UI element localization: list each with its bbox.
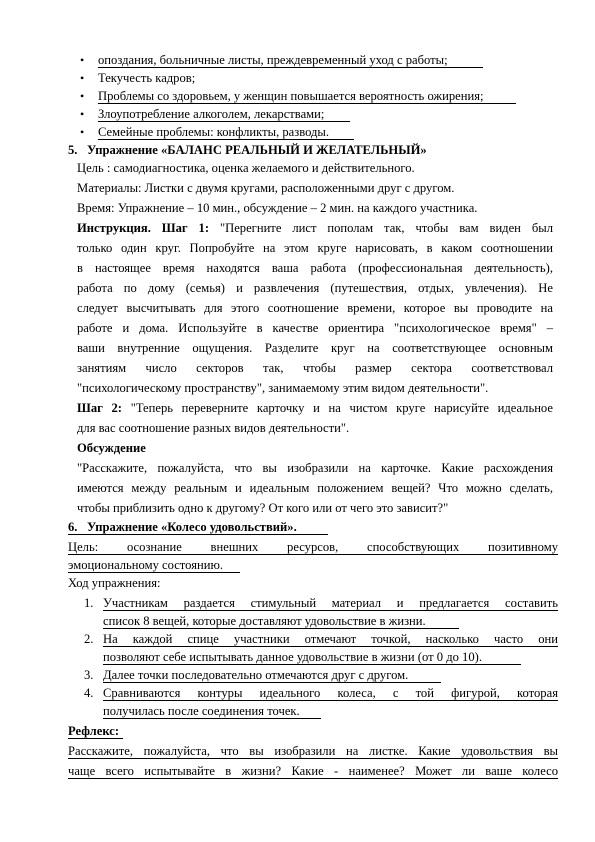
step-number: 2. [84,632,94,646]
discussion-text: "Расскажите, пожалуйста, что вы изобразили на карточке. Какие расхождения [77,461,553,475]
underline-decoration [103,682,441,683]
underline-decoration [98,67,483,68]
list-item: опоздания, больничные листы, преждевременный уход с работы; [98,53,448,67]
instruction-text: ваши внутренние ощущения. Разделите круг на соответствующее основным [77,341,553,355]
underline-decoration [98,121,350,122]
step-number: 1. [84,596,94,610]
exercise-number: 5. [68,143,78,157]
course-label: Ход упражнения: [68,576,161,590]
bullet-icon: • [80,125,85,139]
step-text: список 8 вещей, которые доставляют удовольствие в жизни. [103,614,426,628]
list-item: Текучесть кадров; [98,71,196,85]
discussion-label: Обсуждение [77,441,146,455]
instruction-text: работа по дому (семья) и развлечения (путешествия, отдых, увлечения). Не [77,281,553,295]
exercise-goal: эмоциональному состоянию. [68,558,224,572]
exercise-materials: Материалы: Листки с двумя кругами, расположенными друг с другом. [77,181,455,195]
step-text: Сравниваются контуры идеального колеса, с той фигурой, которая [103,686,558,700]
step-number: 3. [84,668,94,682]
step-text: Участникам раздается стимульный материал и предлагается составить [103,596,558,610]
reflex-label: Рефлекс: [68,724,120,738]
exercise-time: Время: Упражнение – 10 мин., обсуждение – 2 мин. на каждого участника. [77,201,478,215]
exercise-title: Упражнение «БАЛАНС РЕАЛЬНЫЙ И ЖЕЛАТЕЛЬНЫЙ» [87,143,427,157]
instruction-text: работе и дома. Используйте в качестве ориентира "психологическое время" – [77,321,553,335]
step2-label: Шаг 2: [77,401,123,415]
list-item: Семейные проблемы: конфликты, разводы. [98,125,330,139]
exercise-goal: Цель: осознание внешних ресурсов, способствующих позитивному [68,540,558,554]
step-text: позволяют себе испытывать данное удовольствие в жизни (от 0 до 10). [103,650,482,664]
step2-line [77,399,553,417]
instruction-label: Инструкция. Шаг 1: [77,221,210,235]
step2-text: "Теперь переверните карточку и на чистом круге нарисуйте идеальное [130,401,553,415]
reflex-text: Расскажите, пожалуйста, что вы изобразили на листке. Какие удовольствия вы [68,744,558,758]
bullet-icon: • [80,107,85,121]
exercise-title: Упражнение «Колесо удовольствий». [87,520,297,534]
step-number: 4. [84,686,94,700]
underline-decoration [68,572,240,573]
step-text: получилась после соединения точек. [103,704,300,718]
underline-decoration [103,610,558,611]
underline-decoration [103,718,321,719]
bullet-icon: • [80,71,85,85]
instruction-text: занятиям число секторов так, чтобы размер сектора соответствовал [77,361,553,375]
list-item: Проблемы со здоровьем, у женщин повышается вероятность ожирения; [98,89,484,103]
underline-decoration [103,700,558,701]
underline-decoration [103,646,558,647]
instruction-line [77,219,553,237]
step2-text: для вас соотношение разных видов деятельности". [77,421,350,435]
underline-decoration [103,664,521,665]
discussion-text: чтобы приблизить одно к другому? От кого или от чего это зависит?" [77,501,449,515]
underline-decoration [68,778,558,779]
bullet-icon: • [80,53,85,67]
underline-decoration [68,758,558,759]
list-item: Злоупотребление алкоголем, лекарствами; [98,107,325,121]
underline-decoration [103,628,459,629]
underline-decoration [98,103,516,104]
step-text: На каждой спице участники отмечают точкой, насколько часто они [103,632,558,646]
instruction-text: "психологическому пространству", занимаемому этим видом деятельности". [77,381,489,395]
underline-decoration [68,554,558,555]
instruction-text: "Перегните лист пополам так, чтобы вам виден был [219,221,553,235]
exercise-number: 6. [68,520,78,534]
instruction-text: только один круг. Попробуйте на этом круге нарисовать, в каком соотношении [77,241,553,255]
discussion-text: имеются между реальным и идеальным положением вещей? Что можно сделать, [77,481,553,495]
reflex-text: чаще всего испытывайте в жизни? Какие - наименее? Может ли ваше колесо [68,764,558,778]
bullet-icon: • [80,89,85,103]
underline-decoration [68,738,123,739]
step-text: Далее точки последовательно отмечаются друг с другом. [103,668,409,682]
instruction-text: в настоящее время находятся ваша работа (профессиональная деятельность), [77,261,553,275]
exercise-goal: Цель : самодиагностика, оценка желаемого и действительного. [77,161,415,175]
underline-decoration [68,534,328,535]
instruction-text: следует высчитывать для этого соотношение времени, которое вы проводите на [77,301,553,315]
underline-decoration [98,139,354,140]
